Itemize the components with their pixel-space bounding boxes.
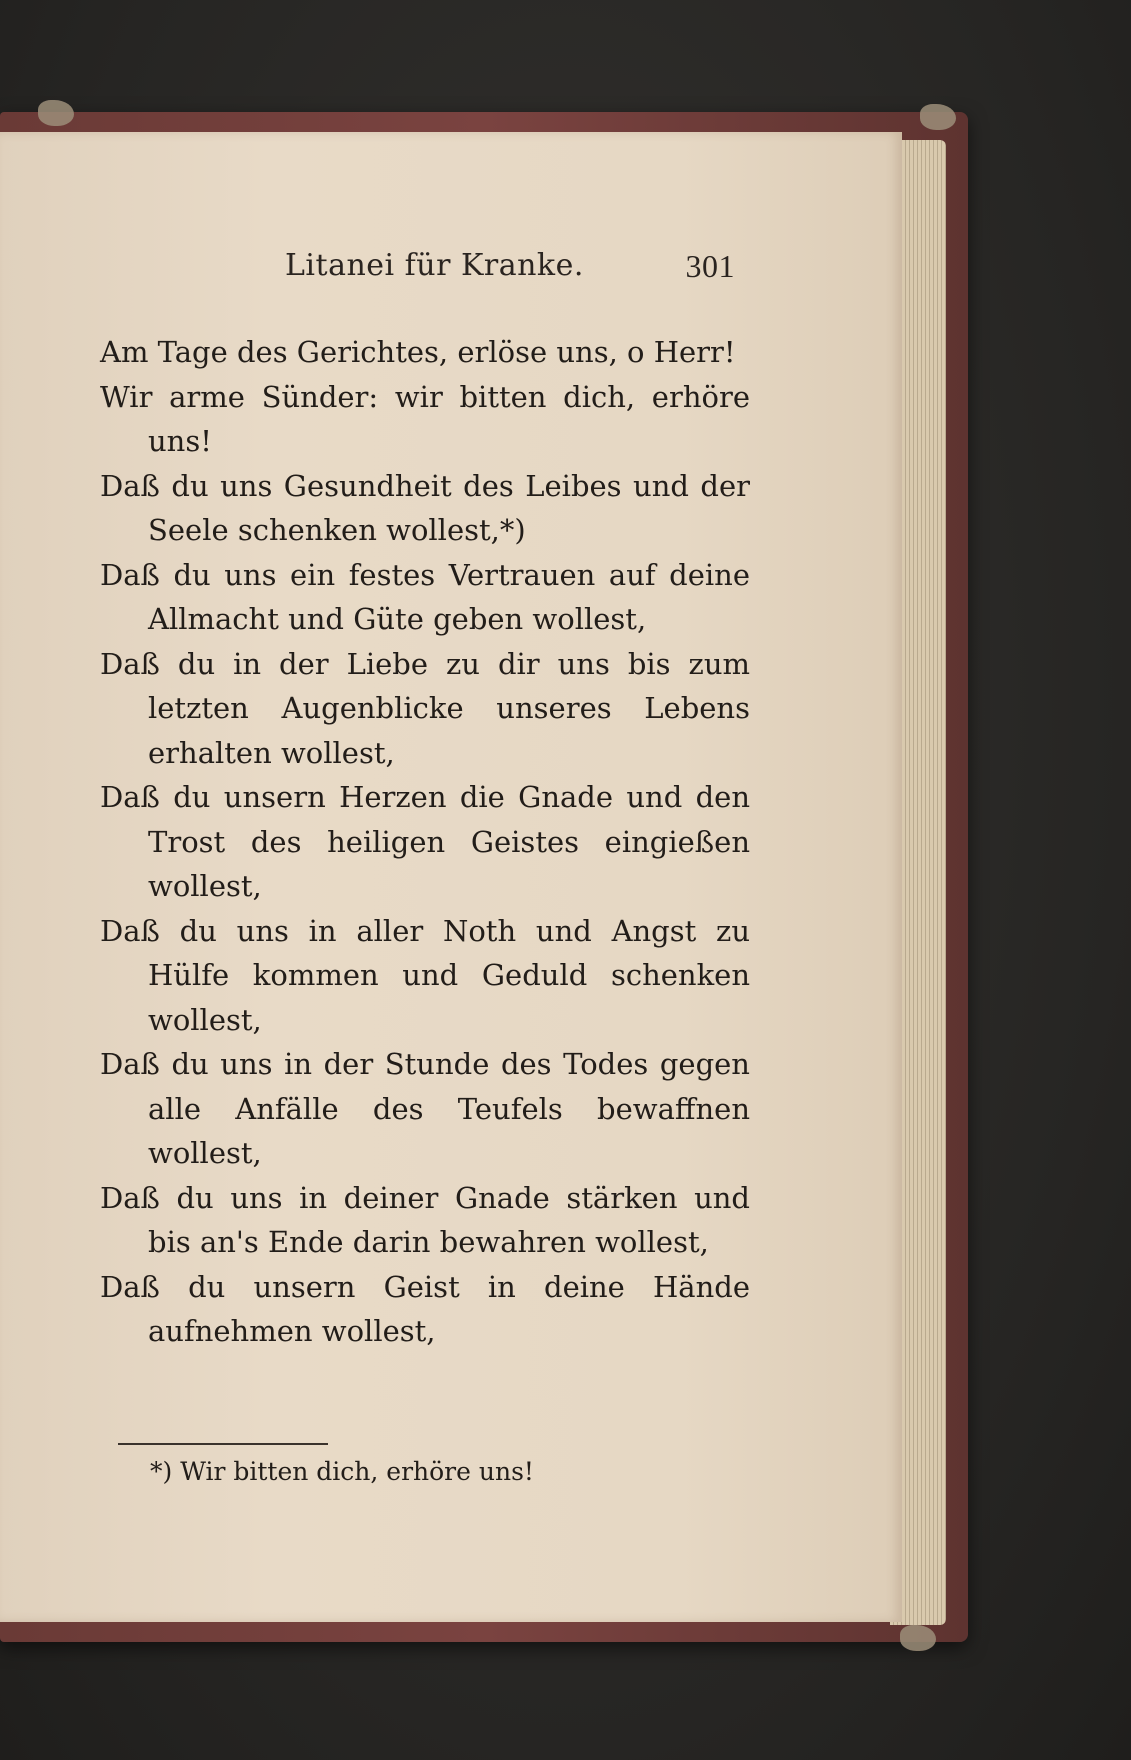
litany-entry: Daß du uns in aller Noth und Angst zu Hülfe kommen und Geduld schenken wollest, (100, 913, 750, 1037)
cover-corner-top-right (920, 104, 956, 130)
footnote-rule (118, 1443, 328, 1445)
litany-entry: Daß du in der Liebe zu dir uns bis zum letzten Augenblicke unseres Lebens erhalten wollest, (100, 646, 750, 770)
litany-entry: Daß du unsern Herzen die Gnade und den Trost des heiligen Geistes eingießen wollest, (100, 780, 750, 903)
litany-text (100, 330, 750, 1354)
litany-entry: Daß du uns in der Stunde des Todes gegen alle Anfälle des Teufels bewaffnen wollest, (100, 1047, 750, 1170)
litany-entry: Wir arme Sünder: wir bitten dich, erhöre uns! (100, 379, 750, 458)
cover-corner-top-left (38, 100, 74, 126)
litany-entry: Am Tage des Gerichtes, erlöse uns, o Herr! (100, 335, 736, 369)
litany-entry: Daß du uns in deiner Gnade stärken und bis an's Ende darin bewahren wollest, (100, 1180, 750, 1259)
litany-entry: Daß du uns Gesundheit des Leibes und der Seele schenken wollest,*) (100, 468, 750, 547)
page-number: 301 (685, 248, 735, 284)
footnote: *) Wir bitten dich, erhöre uns! (150, 1457, 534, 1486)
running-title: Litanei für Kranke. (285, 248, 584, 283)
cover-corner-bottom-right (900, 1625, 936, 1651)
litany-entry: Daß du unsern Geist in deine Hände aufnehmen wollest, (100, 1269, 750, 1348)
litany-entry: Daß du uns ein festes Vertrauen auf deine Allmacht und Güte geben wollest, (100, 557, 750, 636)
